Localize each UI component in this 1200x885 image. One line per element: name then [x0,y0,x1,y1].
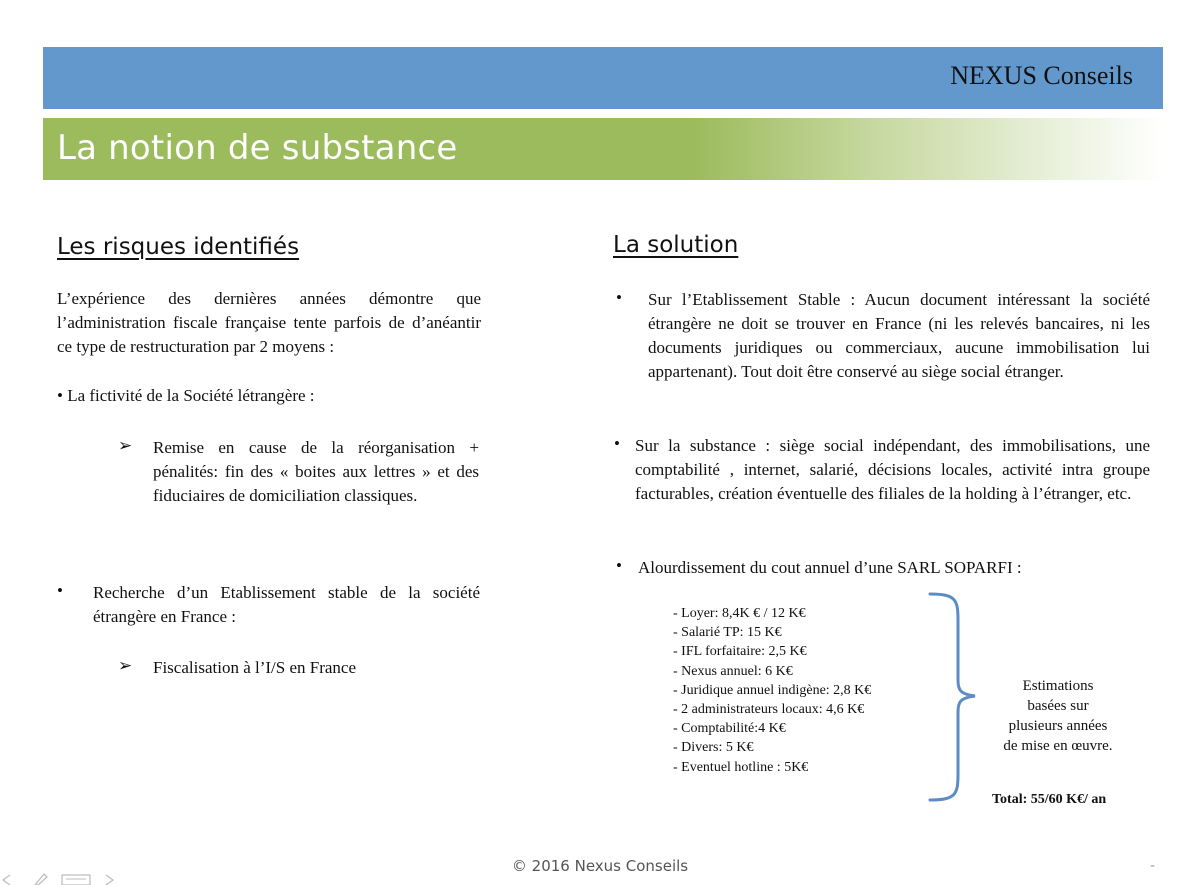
estimation-line: plusieurs années [1008,718,1108,734]
estimation-line: basées sur [1027,698,1089,714]
solution-3-bullet: • [616,556,622,575]
cost-item: - Loyer: 8,4K € / 12 K€ [673,606,806,621]
brand-name: NEXUS Conseils [950,61,1133,90]
header-banner [43,47,1163,109]
slide-nav-controls [0,872,130,885]
cost-item: - IFL forfaitaire: 2,5 K€ [673,644,807,660]
arrow-bullet-icon: ➢ [118,656,133,675]
title-bar [43,118,1163,180]
slide-menu-icon[interactable] [62,875,90,885]
cost-item: - 2 administrateurs locaux: 4,6 K€ [673,702,865,718]
solution-1-text: Sur l’Etablissement Stable : Aucun document intéressant la société étrangère ne doit se trouver en France (ni les relevés bancaires, ni les documents juridiques ou commerciaux, aucune immobilisation lui appartenant). Tout doit être conservé au siège social étranger. [648,290,1150,381]
risk-2-bullet: • [57,581,63,600]
page-marker: - [1150,858,1156,874]
solution-2-bullet: • [614,434,620,453]
next-slide-icon[interactable] [106,875,113,885]
cost-item: - Salarié TP: 15 K€ [673,625,782,641]
estimation-line: Estimations [1022,678,1094,694]
solution-2-text: Sur la substance : siège social indépendant, des immobilisations, une comptabilité , internet, salarié, décisions locales, activité intra groupe facturables, création éventuelle des filiales de la holding à l’étranger, etc. [635,436,1150,503]
cost-list [673,604,871,777]
estimation-note [988,676,1128,756]
slide-title: La notion de substance [57,128,458,168]
risk-2-detail: Fiscalisation à l’I/S en France [153,658,357,677]
cost-item: - Nexus annuel: 6 K€ [673,663,793,679]
arrow-bullet-icon: ➢ [118,436,133,455]
estimation-line: de mise en œuvre. [1003,738,1113,754]
prev-slide-icon[interactable] [3,875,10,885]
solution-3-text: Alourdissement du cout annuel d’une SARL SOPARFI : [638,558,1022,577]
risk-1-label: • La fictivité de la Société létrangère : [57,386,315,405]
curly-brace-icon [920,590,980,804]
risk-1-detail: Remise en cause de la réorganisation + pénalités: fin des « boites aux lettres » et des fiduciaires de domiciliation classiques. [153,438,479,505]
cost-item: - Eventuel hotline : 5K€ [673,759,809,775]
pen-icon[interactable] [35,874,47,885]
right-heading: La solution [613,232,739,258]
solution-1-bullet: • [616,288,622,307]
left-heading: Les risques identifiés [57,234,300,260]
cost-item: - Comptabilité:4 K€ [673,721,786,737]
total-cost: Total: 55/60 K€/ an [992,792,1107,807]
cost-item: - Divers: 5 K€ [673,740,754,756]
left-intro: L’expérience des dernières années démontre que l’administration fiscale française tente parfois de d’anéantir ce type de restructuration par 2 moyens : [57,289,481,356]
risk-2-label: Recherche d’un Etablissement stable de la société étrangère en France : [93,583,480,626]
footer-copyright: © 2016 Nexus Conseils [511,857,689,875]
cost-item: - Juridique annuel indigène: 2,8 K€ [673,682,872,698]
